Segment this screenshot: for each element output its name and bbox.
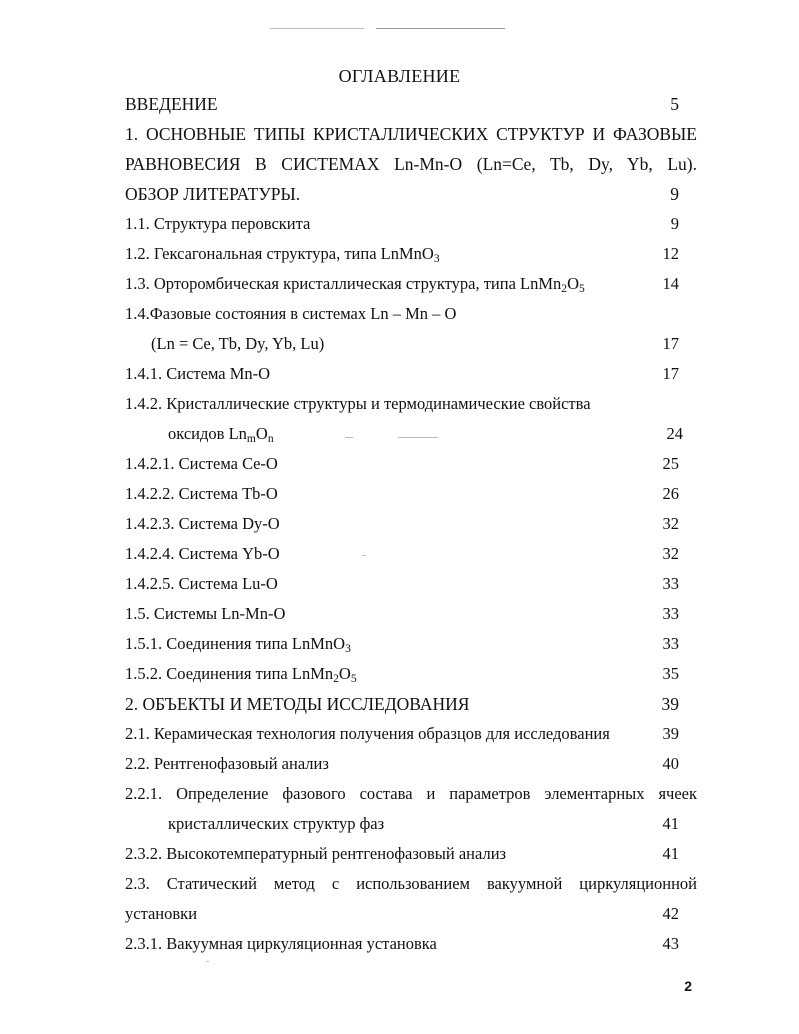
toc-page-number: 12 (662, 244, 679, 263)
toc-entry-chapter1-line2[interactable]: РАВНОВЕСИЯ В СИСТЕМАХ Ln-Mn-O (Ln=Ce, Tb, Dy, Yb, Lu). (125, 154, 697, 174)
toc-entry-text: 1.4.2. Кристаллические структуры и термодинамические свойства (125, 394, 591, 413)
toc-entry-chapter1-line1[interactable]: 1. ОСНОВНЫЕ ТИПЫ КРИСТАЛЛИЧЕСКИХ СТРУКТУР И ФАЗОВЫЕ (125, 124, 697, 144)
toc-page-number: 24 (666, 424, 683, 443)
page-number: 2 (684, 978, 692, 994)
toc-page-number: 40 (662, 754, 679, 773)
toc-page-number: 25 (662, 454, 679, 473)
toc-page-number: 33 (662, 574, 679, 593)
toc-page-number: 39 (661, 694, 679, 714)
toc-page-number: 9 (670, 214, 679, 233)
toc-entry-text: 1.4.1. Система Mn-O (125, 364, 271, 383)
toc-page-number: 32 (662, 544, 679, 563)
toc-entry-text: 1.2. Гексагональная структура, типа LnMnO$_3$ (125, 244, 440, 265)
page-title: ОГЛАВЛЕНИЕ (338, 66, 461, 86)
toc-page-number: 5 (670, 94, 679, 114)
toc-entry-text: 1.4.2.1. Система Ce-O (125, 454, 278, 473)
toc-entry-2-3-line1[interactable]: 2.3. Статический метод с использованием вакуумной циркуляционной (125, 874, 697, 893)
toc-page-number: 33 (662, 604, 679, 623)
toc-page-number: 43 (662, 934, 679, 953)
toc-entry-text: установки (125, 904, 198, 923)
toc-entry-text: 2.2. Рентгенофазовый анализ (125, 754, 329, 773)
toc-page-number: 32 (662, 514, 679, 533)
toc-page-number: 42 (662, 904, 679, 923)
toc-entry-text: кристаллических структур фаз (168, 814, 385, 833)
toc-page-number: 41 (662, 844, 679, 863)
toc-entry-text: 1.4.2.3. Система Dy-O (125, 514, 280, 533)
toc-page-number: 17 (662, 364, 679, 383)
toc-entry-text: 1.4.2.5. Система Lu-O (125, 574, 278, 593)
toc-entry-text: 1.3. Орторомбическая кристаллическая структура, типа $LnMn_2O_5$ (125, 274, 585, 295)
toc-page-number: 35 (662, 664, 679, 683)
toc-entry-text: оксидов $Ln_mO_n$ (168, 424, 274, 445)
toc-page-number: 14 (662, 274, 679, 293)
toc-page-number: 33 (662, 634, 679, 653)
toc-entry-text: ОБЗОР ЛИТЕРАТУРЫ. (125, 184, 301, 204)
toc-page-number: 39 (662, 724, 679, 743)
toc-page-number: 26 (662, 484, 679, 503)
toc-entry-text: 2.3.1. Вакуумная циркуляционная установка (125, 934, 437, 953)
toc-page-number: 17 (662, 334, 679, 353)
toc-entry-text: 2.3.2. Высокотемпературный рентгенофазовый анализ (125, 844, 507, 863)
toc-entry-text: (Ln = Ce, Tb, Dy, Yb, Lu) (151, 334, 325, 353)
formula: LnMnO (380, 244, 434, 263)
toc-entry-text: 1.5.1. Соединения типа LnMnO$_3$ (125, 634, 351, 655)
scan-artifact-line (270, 28, 505, 29)
toc-page-number: 41 (662, 814, 679, 833)
scan-speck (398, 437, 438, 438)
scan-speck (206, 961, 209, 962)
toc-entry-text: 2.1. Керамическая технология получения образцов для исследования (125, 724, 610, 743)
toc-page-number: 9 (670, 184, 679, 204)
toc-entry-text: 1.5.2. Соединения типа $LnMn_2O_5$ (125, 664, 357, 685)
toc-entry-text: 1.5. Системы Ln-Mn-O (125, 604, 286, 623)
toc-entry-text: ВВЕДЕНИЕ (125, 94, 218, 114)
toc-entry-text: 1.4.2.2. Система Tb-O (125, 484, 278, 503)
scan-speck (362, 555, 366, 556)
toc-entry-text: 2. ОБЪЕКТЫ И МЕТОДЫ ИССЛЕДОВАНИЯ (125, 694, 470, 714)
toc-entry-text: 1.4.Фазовые состояния в системах Ln – Mn – O (125, 304, 457, 323)
toc-entry-text: 1.1. Структура перовскита (125, 214, 311, 233)
toc-entry-text: 1.4.2.4. Система Yb-O (125, 544, 280, 563)
toc-entry-2-2-1-line1[interactable]: 2.2.1. Определение фазового состава и параметров элементарных ячеек (125, 784, 697, 803)
scan-speck (345, 437, 353, 438)
